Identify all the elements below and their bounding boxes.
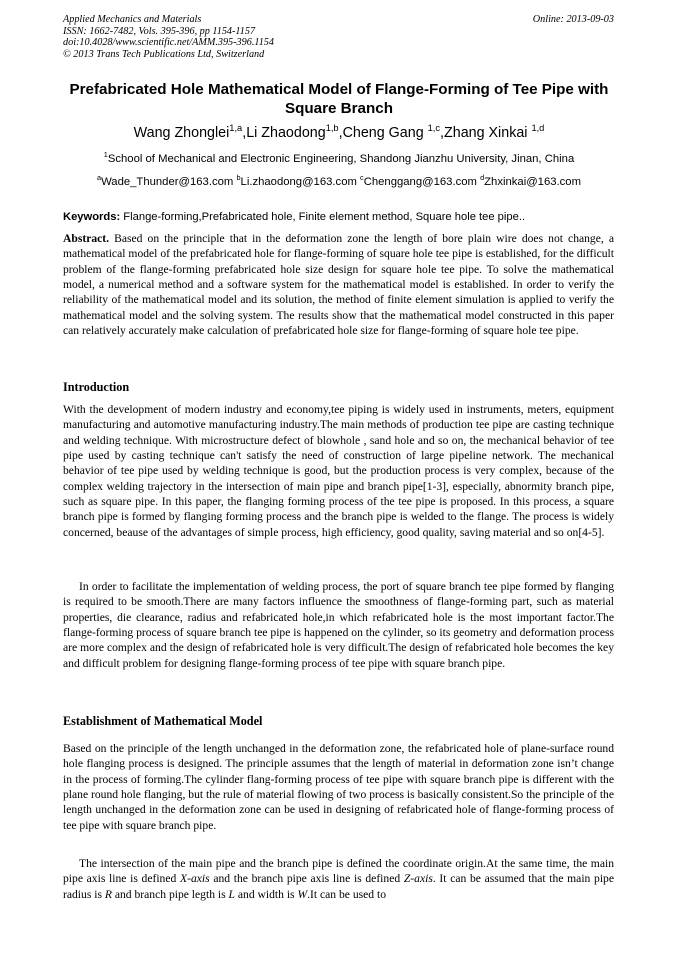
paper-title: Prefabricated Hole Mathematical Model of Flange-Forming of Tee Pipe with Square Branch	[69, 81, 609, 117]
email-address[interactable]: Wade_Thunder@163.com	[101, 176, 237, 188]
affiliation-marker: 1	[103, 150, 108, 160]
author-name: Zhang Xinkai	[444, 125, 532, 141]
author-affil-marker: 1,c	[427, 123, 441, 134]
email-marker: a	[96, 173, 102, 183]
keywords-label: Keywords:	[63, 211, 121, 223]
abstract-text: Based on the principle that in the deformation zone the length of bore plain wire does not change, a mathematical model of the prefabricated hole for flange-forming of square hole tee pipe is established, for the difficult problem of the flange-forming prefabricated hole size design for square hole tee pipe. To solve the mathematical model, a numerical method and a software system for the mathematical model is established. In order to verify the reliability of the mathematical model and its solution, the method of finite element simulation is applied to verify the mathematical model and the solving system. The results show that the mathematical model constructed in this paper can relatively accurately make calculation of prefabricated hole size for flange-forming of square hole tee pipe.	[63, 232, 614, 338]
symbol-r: R	[104, 887, 112, 901]
affiliation-text: School of Mechanical and Electronic Engineering, Shandong Jianzhu University, Jinan, China	[107, 153, 575, 165]
model-paragraph-2	[63, 856, 614, 902]
author-name: Li Zhaodong	[246, 125, 326, 141]
symbol-z-axis: Z-axis	[403, 872, 433, 886]
author-separator: ,	[338, 125, 343, 141]
journal-name: Applied Mechanics and Materials	[63, 14, 202, 25]
email-address[interactable]: Zhxinkai@163.com	[484, 176, 582, 188]
model-p2-text: .It can be used to	[307, 887, 387, 901]
abstract	[63, 231, 614, 338]
model-p2-text: The intersection of the main pipe and the branch pipe is defined the coordinate origin.At the same time, the main pipe axis line is defined	[63, 857, 614, 886]
author-name: Cheng Gang	[342, 125, 428, 141]
email-marker: b	[236, 173, 241, 183]
author-separator: ,	[440, 125, 445, 141]
email-address[interactable]: Li.zhaodong@163.com	[240, 176, 361, 188]
model-p2-text: and width is	[234, 887, 298, 901]
model-p2-text: and branch pipe legth is	[111, 887, 229, 901]
keywords	[63, 210, 615, 224]
model-p2-text: . It can be assumed that the main pipe radius is	[63, 872, 615, 901]
author-separator: ,	[242, 125, 247, 141]
model-p2-text: and the branch pipe axis line is defined	[209, 872, 404, 886]
author-affil-marker: 1,d	[531, 123, 545, 134]
journal-copyright: © 2013 Trans Tech Publications Ltd, Switzerland	[63, 48, 265, 60]
abstract-label: Abstract.	[63, 232, 110, 245]
author-list	[40, 124, 638, 142]
journal-header	[63, 14, 274, 60]
email-marker: c	[360, 173, 364, 183]
online-date: Online: 2013-09-03	[532, 14, 614, 25]
intro-paragraph-1: With the development of modern industry and economy,tee piping is widely used in instruments, meters, equipment manufacturing and automotive manufacturing industry.The main methods of production tee pipe are casting technique and welding technique. With microstructure defect of blowhole , sand hole and so on, the mechanical behavior of tee pipe used by casting technique can't satisfy the need of construction of large pipeline network. The mechanical behavior of tee pipe used by welding technique is good, but the production process is very complex, because of the complex welding trajectory in the intersection of main pipe and branch pipe[1-3], especially, abnormity branch pipe, such as square pipe. In this paper, the flanging forming process of the tee pipe is proposed. In this process, a square branch pipe is formed by flanging forming process and the branch pipe is welded to the flange. The process is widely concerned, beause of the advantages of simple process, high efficiency, good quality, saving material and so on[4-5].	[63, 403, 614, 539]
author-affil-marker: 1,b	[325, 123, 339, 134]
model-paragraph-1: Based on the principle of the length unchanged in the deformation zone, the refabricated hole of plane-surface round hole flanging process is designed. The principle assumes that the length of material in deformation zone isn’t change in the process of forming.The cylinder flang-forming process of tee pipe with square branch pipe is different with the plane round hole flanging, but the rule of material flowing of two process is basically consistent.So the principle of the length unchanged in the deformation zone can be used in designing of refabricated hole of flange-forming process of tee pipe with square branch pipe.	[63, 742, 614, 832]
symbol-l: L	[228, 887, 235, 901]
symbol-x-axis: X-axis	[180, 872, 210, 886]
author-affil-marker: 1,a	[229, 123, 243, 134]
section-heading-introduction: Introduction	[63, 380, 130, 394]
author-name: Wang Zhonglei	[133, 125, 230, 141]
intro-paragraph-2: In order to facilitate the implementation of welding process, the port of square branch tee pipe formed by flanging is required to be smooth.There are many factors influence the smoothness of flange-forming part, such as material properties, die clearance, radius and refabricated hole,in which refabricated hole is the most important factor.The flange-forming process of square branch tee pipe is happened on the cylinder, so its geometry and deformation process are more complex and the design of refabricated hole is very difficult.The design of refabricated hole becomes the key and difficult problem for designing flange-forming process of tee pipe with square branch pipe.	[63, 580, 614, 670]
section-heading-model: Establishment of Mathematical Model	[63, 714, 263, 728]
journal-issn: ISSN: 1662-7482, Vols. 395-396, pp 1154-1157	[63, 25, 256, 37]
email-list	[30, 175, 648, 189]
journal-doi: doi:10.4028/www.scientific.net/AMM.395-396.1154	[63, 37, 274, 48]
symbol-w: W	[297, 887, 308, 901]
email-address[interactable]: Chenggang@163.com	[363, 176, 481, 188]
affiliation	[30, 152, 648, 166]
keywords-text: Flange-forming,Prefabricated hole, Finite element method, Square hole tee pipe..	[120, 211, 526, 223]
email-marker: d	[480, 173, 485, 183]
